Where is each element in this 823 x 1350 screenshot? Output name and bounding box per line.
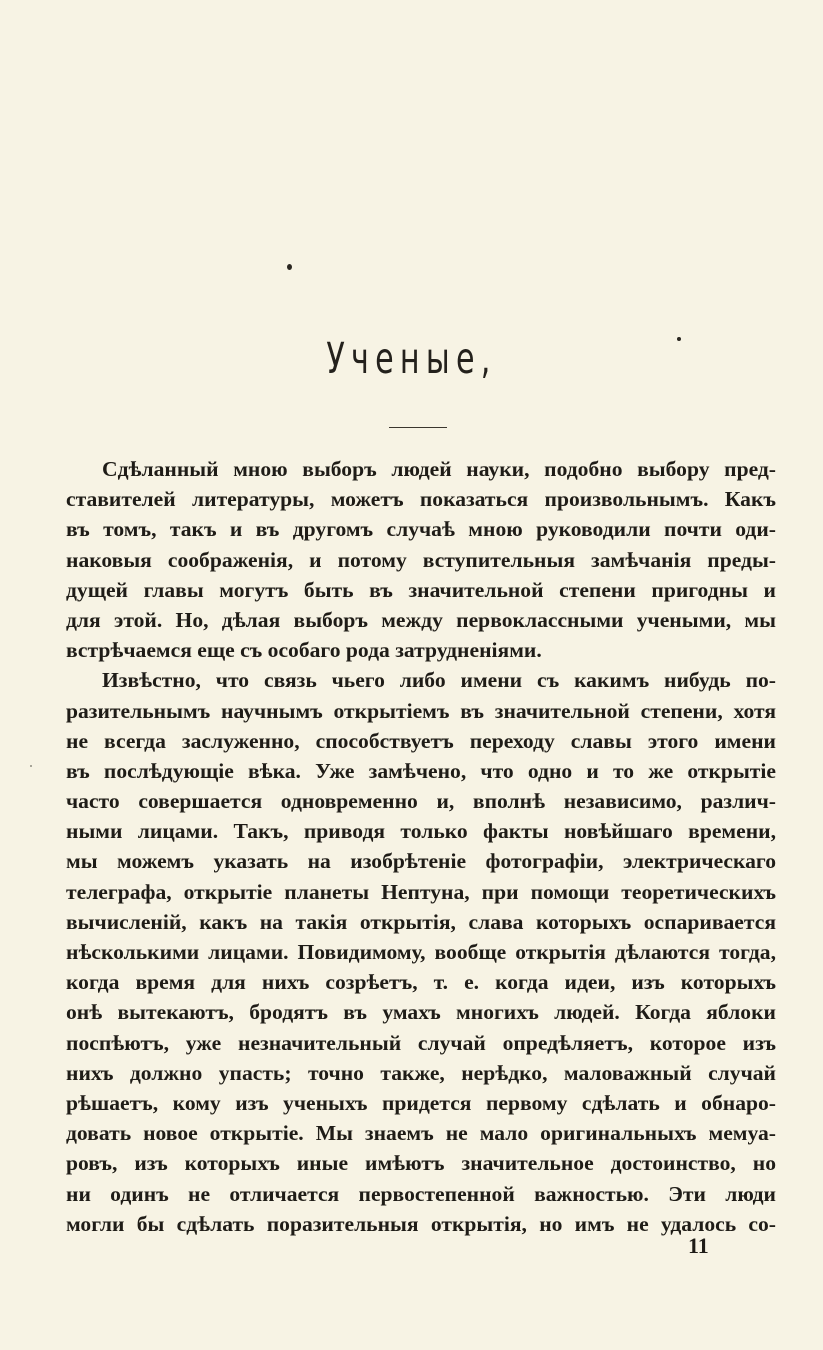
text-line: поспѣютъ, уже незначительный случай опредѣляетъ, которое изъ	[66, 1030, 776, 1055]
text-line: для этой. Но, дѣлая выборъ между первоклассными учеными, мы	[66, 607, 776, 632]
text-line: онѣ вытекаютъ, бродятъ въ умахъ многихъ людей. Когда яблоки	[66, 1000, 776, 1025]
ink-speck	[287, 264, 292, 270]
text-line: Извѣстно, что связь чьего либо имени съ какимъ нибудь по-	[102, 668, 776, 693]
text-line: довать новое открытіе. Мы знаемъ не мало оригинальныхъ мемуа-	[66, 1121, 776, 1146]
text-line: могли бы сдѣлать поразительныя открытія, но имъ не удалось со-	[66, 1211, 776, 1236]
text-line: встрѣчаемся еще съ особаго рода затрудненіями.	[66, 638, 542, 663]
text-line: въ томъ, такъ и въ другомъ случаѣ мною руководили почти оди-	[66, 517, 776, 542]
text-line: часто совершается одновременно и, вполнѣ независимо, различ-	[66, 789, 776, 814]
text-line: разительнымъ научнымъ открытіемъ въ значительной степени, хотя	[66, 698, 776, 723]
text-line: нѣсколькими лицами. Повидимому, вообще открытія дѣлаются тогда,	[66, 940, 776, 964]
page-number: 11	[688, 1233, 709, 1258]
text-line: ставителей литературы, можетъ показаться произвольнымъ. Какъ	[66, 487, 776, 512]
text-line: рѣшаетъ, кому изъ ученыхъ придется первому сдѣлать и обнаро-	[66, 1090, 776, 1115]
text-line: когда время для нихъ созрѣетъ, т. е. когда идеи, изъ которыхъ	[66, 970, 776, 995]
text-line: ными лицами. Такъ, приводя только факты новѣйшаго времени,	[66, 819, 776, 844]
text-line: Сдѣланный мною выборъ людей науки, подобно выбору пред-	[102, 457, 776, 481]
text-line: нихъ должно упасть; точно также, нерѣдко, маловажный случай	[66, 1060, 776, 1085]
text-line: ни одинъ не отличается первостепенной важностью. Эти люди	[66, 1181, 776, 1206]
text-line: вычисленій, какъ на такія открытія, слава которыхъ оспаривается	[66, 909, 776, 934]
text-line: ровъ, изъ которыхъ иные имѣютъ значительное достоинство, но	[66, 1151, 776, 1176]
text-line: телеграфа, открытіе планеты Нептуна, при помощи теоретическихъ	[66, 879, 776, 904]
text-line: мы можемъ указать на изобрѣтеніе фотографіи, электрическаго	[66, 849, 776, 874]
ink-speck	[30, 765, 32, 767]
title-rule	[389, 427, 447, 428]
text-line: наковыя соображенія, и потому вступительныя замѣчанія преды-	[66, 547, 776, 572]
text-line: дущей главы могутъ быть въ значительной степени пригодны и	[66, 577, 776, 602]
text-line: въ послѣдующіе вѣка. Уже замѣчено, что одно и то же открытіе	[66, 758, 776, 783]
chapter-title: Ученые,	[326, 334, 497, 384]
body-text	[66, 454, 776, 1239]
text-line: не всегда заслуженно, способствуетъ переходу славы этого имени	[66, 728, 776, 753]
